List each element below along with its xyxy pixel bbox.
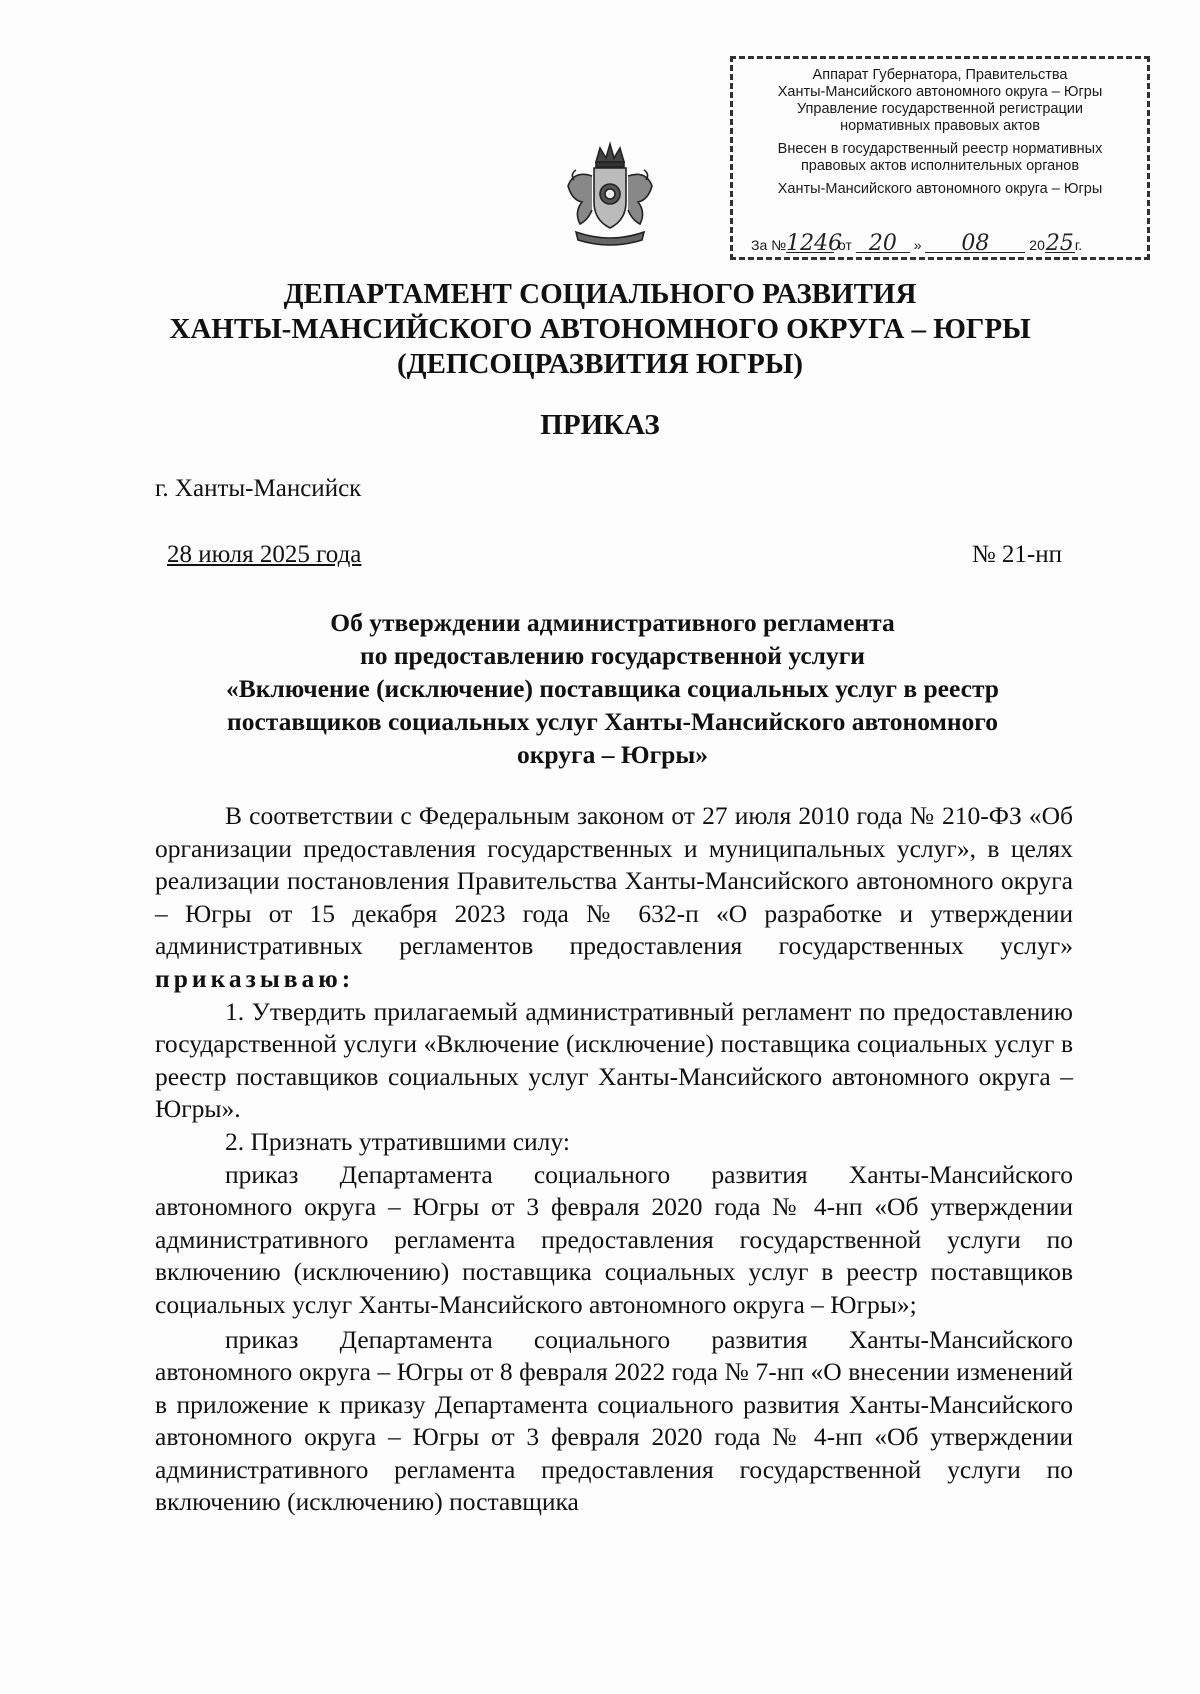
stamp-line: правовых актов исполнительных органов <box>800 158 1080 174</box>
stamp-line: Аппарат Губернатора, Правительства <box>812 67 1068 83</box>
stamp-line: нормативных правовых актов <box>840 118 1040 134</box>
department-line: (ДЕПСОЦРАЗВИТИЯ ЮГРЫ) <box>396 348 804 380</box>
order-subject <box>150 606 1075 771</box>
department-line: ДЕПАРТАМЕНТ СОЦИАЛЬНОГО РАЗВИТИЯ <box>283 278 917 310</box>
subject-line: поставщиков социальных услуг Ханты-Мансийского автономного <box>227 707 998 736</box>
city-name: г. Ханты-Мансийск <box>155 475 362 502</box>
subject-line: Об утверждении административного регламента <box>330 608 895 637</box>
department-line: ХАНТЫ-МАНСИЙСКОГО АВТОНОМНОГО ОКРУГА – ЮГРЫ <box>169 313 1031 345</box>
coat-of-arms-icon <box>560 140 660 250</box>
subject-line: по предоставлению государственной услуги <box>360 641 865 670</box>
order-body <box>155 800 1073 1519</box>
stamp-reg-year-end: г. <box>1074 237 1083 253</box>
stamp-reg-year: 25 <box>1045 231 1074 256</box>
order-date: 28 июля 2025 года <box>167 541 362 568</box>
stamp-reg-day: 20 <box>856 235 910 253</box>
registration-stamp <box>730 56 1150 260</box>
stamp-reg-number: 1246 <box>786 231 843 256</box>
subject-line: «Включение (исключение) поставщика социальных услуг в реестр <box>226 674 999 703</box>
department-heading <box>100 277 1100 382</box>
stamp-reg-year-prefix: 20 <box>1029 237 1045 253</box>
stamp-line: Внесен в государственный реестр нормативных <box>777 141 1103 157</box>
order-number: № 21-нп <box>971 541 1062 568</box>
body-paragraph <box>155 800 1073 996</box>
stamp-reg-month: 08 <box>925 235 1025 253</box>
body-paragraph: 1. Утвердить прилагаемый административный регламент по предоставлению государственной услуги «Включение (исключение) поставщика социальных услуг в реестр поставщиков социальных услуг Ханты-Мансийского автономного округа – Югры». <box>155 996 1073 1124</box>
stamp-registration-line <box>751 231 1137 256</box>
subject-line: округа – Югры» <box>516 740 708 769</box>
stamp-line: Ханты-Мансийского автономного округа – Югры <box>777 84 1103 100</box>
body-paragraph: приказ Департамента социального развития Ханты-Мансийского автономного округа – Югры от 8 февраля 2022 года № 7-нп «О внесении изменений в приложение к приказу Департамента социального развития Ханты-Мансийского автономного округа – Югры от 3 февраля 2020 года № 4-нп «Об утверждении административного регламента предоставления государственной услуги по включению (исключению) поставщика <box>155 1324 1073 1517</box>
order-word: приказываю: <box>155 963 355 993</box>
stamp-reg-prefix: За № <box>751 237 787 253</box>
body-paragraph: 2. Признать утратившими силу: <box>225 1126 570 1156</box>
preamble-text: В соответствии с Федеральным законом от 27 июля 2010 года № 210-ФЗ «Об организации предоставления государственных и муниципальных услуг», в целях реализации постановления Правительства Ханты-Мансийского автономного округа – Югры от 15 декабря 2023 года № 632-п «О разработке и утверждении административных регламентов предоставления государственных услуг» <box>155 801 1073 961</box>
stamp-line: Ханты-Мансийского автономного округа – Югры <box>777 181 1103 197</box>
body-paragraph: приказ Департамента социального развития Ханты-Мансийского автономного округа – Югры от 3 февраля 2020 года № 4-нп «Об утверждении административного регламента предоставления государственной услуги по включению (исключению) поставщика социальных услуг в реестр поставщиков социальных услуг Ханты-Мансийского автономного округа – Югры»; <box>155 1159 1073 1319</box>
stamp-reg-quote: » <box>913 237 922 253</box>
stamp-reg-from: от <box>838 237 852 253</box>
stamp-line: Управление государственной регистрации <box>796 101 1084 117</box>
order-title: ПРИКАЗ <box>540 409 660 441</box>
